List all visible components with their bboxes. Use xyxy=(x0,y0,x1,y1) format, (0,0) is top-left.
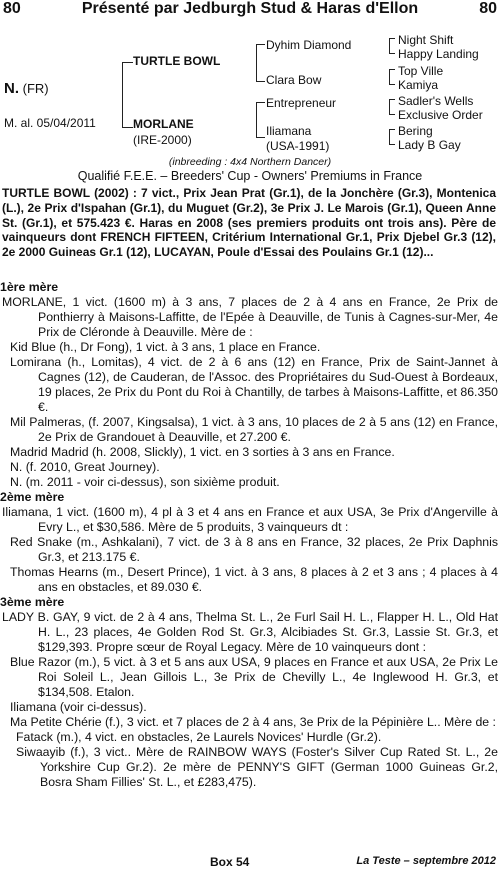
page-header xyxy=(0,0,500,20)
box-number: Box 54 xyxy=(210,855,250,869)
horse-name: N. xyxy=(4,80,19,97)
dam-info: (IRE-2000) xyxy=(133,133,192,147)
pedigree-bracket-7 xyxy=(389,129,395,145)
dam-1-produce-2: Lomirana (h., Lomitas), 4 vict. de 2 à 6 ans (12) en France, Prix de Saint-Jannet à Cagnes (12), de Cauderan, de l'Assoc. des Propriétaires du Sud-Ouest à Bordeaux, 19 places, 2e Prix du Pont du Roi à Chantilly, de tarbes à Maisons-Laffitte, et 86.350 €. xyxy=(10,355,498,414)
pedigree-bracket-2 xyxy=(256,44,265,82)
horse-name-line xyxy=(4,80,49,97)
family-text xyxy=(0,280,498,790)
ancestor-2: Happy Landing xyxy=(398,47,479,61)
dam: MORLANE xyxy=(133,117,194,131)
dam-2-para: Iliamana, 1 vict. (1600 m), 4 pl à 3 et 4 ans en France et aux USA, 3e Prix d'Angerville à Evry L., et $30,586. Mère de 5 produits, 3 vainqueurs dt : xyxy=(2,505,498,534)
ancestor-6: Exclusive Order xyxy=(398,108,483,122)
dam-1-title: 1ère mère xyxy=(0,280,59,294)
dam-dam: Iliamana xyxy=(266,124,312,138)
dam-3-produce-4: Fatack (m.), 4 vict. en obstacles, 2e Laurels Novices' Hurdle (Gr.2). xyxy=(16,730,382,744)
sire-dam: Clara Bow xyxy=(266,73,322,87)
dam-3-produce-1: Blue Razor (m.), 5 vict. à 3 et 5 ans aux USA, 9 places en France et aux USA, 2e Prix Le Roi Soleil L., Jean Gillois L., 3e Prix de Chevilly L., 4e Inglewood H. Gr.3, et $134,508. Etalon. xyxy=(10,655,498,699)
lot-number-left: 80 xyxy=(3,0,21,17)
dam-1-produce-3: Mil Palmeras, (f. 2007, Kingsalsa), 1 vict. à 3 ans, 10 places de 2 à 5 ans (12) en France, 2e Prix de Grandouet à Deauville, et 27.200 €. xyxy=(10,415,498,444)
dam-dam-info: (USA-1991) xyxy=(266,139,330,153)
dam-1-produce-6: N. (m. 2011 - voir ci-dessus), son sixième produit. xyxy=(10,475,280,489)
sire-sire: Dyhim Diamond xyxy=(266,38,352,52)
dam-1-produce-1: Kid Blue (h., Dr Fong), 1 vict. à 3 ans, 1 place en France. xyxy=(10,340,321,354)
pedigree-bracket-5 xyxy=(389,69,395,85)
ancestor-4: Kamiya xyxy=(398,78,439,92)
sale-name: La Teste – septembre 2012 xyxy=(356,855,496,867)
lot-number-right: 80 xyxy=(479,0,497,17)
dam-3-produce-5: Siwaayib (f.), 3 vict.. Mère de RAINBOW WAYS (Foster's Silver Cup Rated St. L., 2e Yorkshire Cup Gr.2). 2e mère de PENNY'S GIFT (German 1000 Guineas Gr.2, Bosra Sham Fillies' St. L., et £283,475). xyxy=(16,745,498,789)
dam-sire: Entrepreneur xyxy=(266,96,337,110)
pedigree-bracket-4 xyxy=(389,38,395,54)
sire-paragraph: TURTLE BOWL (2002) : 7 vict., Prix Jean Prat (Gr.1), de la Jonchère (Gr.3), Montenica (L.), 2e Prix d'Ispahan (Gr.1), du Muguet (Gr.2), 3e Prix J. Le Marois (Gr.1), Queen Anne St. (Gr.1), et 575.423 €. Haras en 2008 (ses premiers produits ont trois ans). Père de vainqueurs dont FRENCH FIFTEEN, Critérium International Gr.1, Prix Djebel Gr.3 (12), 2e 2000 Guineas Gr.1 (12), LUCAYAN, Poule d'Essai des Poulains Gr.1 (12)... xyxy=(2,186,496,260)
dam-2-produce-1: Red Snake (m., Ashkalani), 7 vict. de 3 à 8 ans en France, 32 places, 2e Prix Daphnis Gr.3, et 213.175 €. xyxy=(10,535,498,564)
horse-country: (FR) xyxy=(22,81,49,96)
dam-1-produce-4: Madrid Madrid (h. 2008, Slickly), 1 vict. en 3 sorties à 3 ans en France. xyxy=(10,445,395,459)
dam-2-title: 2ème mère xyxy=(0,490,65,504)
dam-3-para: LADY B. GAY, 9 vict. de 2 à 4 ans, Thelma St. L., 2e Furl Sail H. L., Flapper H. L., Old Hat H. L., 23 places, 4e Golden Rod St. Gr.3, Alcibiades St. Gr.3, Lassie St. Gr.3, et $129,393. Propre sœur de Royal Legacy. Mère de 10 vainqueurs dont : xyxy=(2,610,498,654)
qualification-line: Qualifié F.E.E. – Breeders' Cup - Owners' Premiums in France xyxy=(77,169,423,183)
dam-1-para: MORLANE, 1 vict. (1600 m) à 3 ans, 7 places de 2 à 4 ans en France, 2e Prix de Ponthierry à Maisons-Laffitte, de l'Epée à Deauville, de Tunis à Cagnes-sur-Mer, 4e Prix de Cléronde à Deauville. Mère de : xyxy=(2,295,498,339)
dam-3-produce-3: Ma Petite Chérie (f.), 3 vict. et 7 places de 2 à 4 ans, 3e Prix de la Pépinière L.. Mère de : xyxy=(10,715,496,729)
ancestor-3: Top Ville xyxy=(398,64,444,78)
ancestor-8: Lady B Gay xyxy=(398,138,461,152)
ancestor-1: Night Shift xyxy=(398,33,454,47)
dam-2-produce-2: Thomas Hearns (m., Desert Prince), 1 vict. à 3 ans, 8 places à 2 et 3 ans ; 4 places à 4 ans en obstacles, et 89.030 €. xyxy=(10,565,498,594)
sire: TURTLE BOWL xyxy=(133,54,221,68)
pedigree-bracket-6 xyxy=(389,99,395,115)
dam-1-produce-5: N. (f. 2010, Great Journey). xyxy=(10,460,160,474)
dam-3-produce-2: Iliamana (voir ci-dessus). xyxy=(10,700,147,714)
page-title: Présenté par Jedburgh Stud & Haras d'Ellon xyxy=(81,0,419,17)
dam-3-title: 3ème mère xyxy=(0,595,65,609)
ancestor-5: Sadler's Wells xyxy=(398,94,474,108)
pedigree-bracket-1 xyxy=(122,62,133,128)
horse-sex-birth: M. al. 05/04/2011 xyxy=(4,116,96,130)
ancestor-7: Bering xyxy=(398,124,433,138)
inbreeding-note: (inbreeding : 4x4 Northern Dancer) xyxy=(168,156,332,168)
pedigree-bracket-3 xyxy=(256,102,265,138)
